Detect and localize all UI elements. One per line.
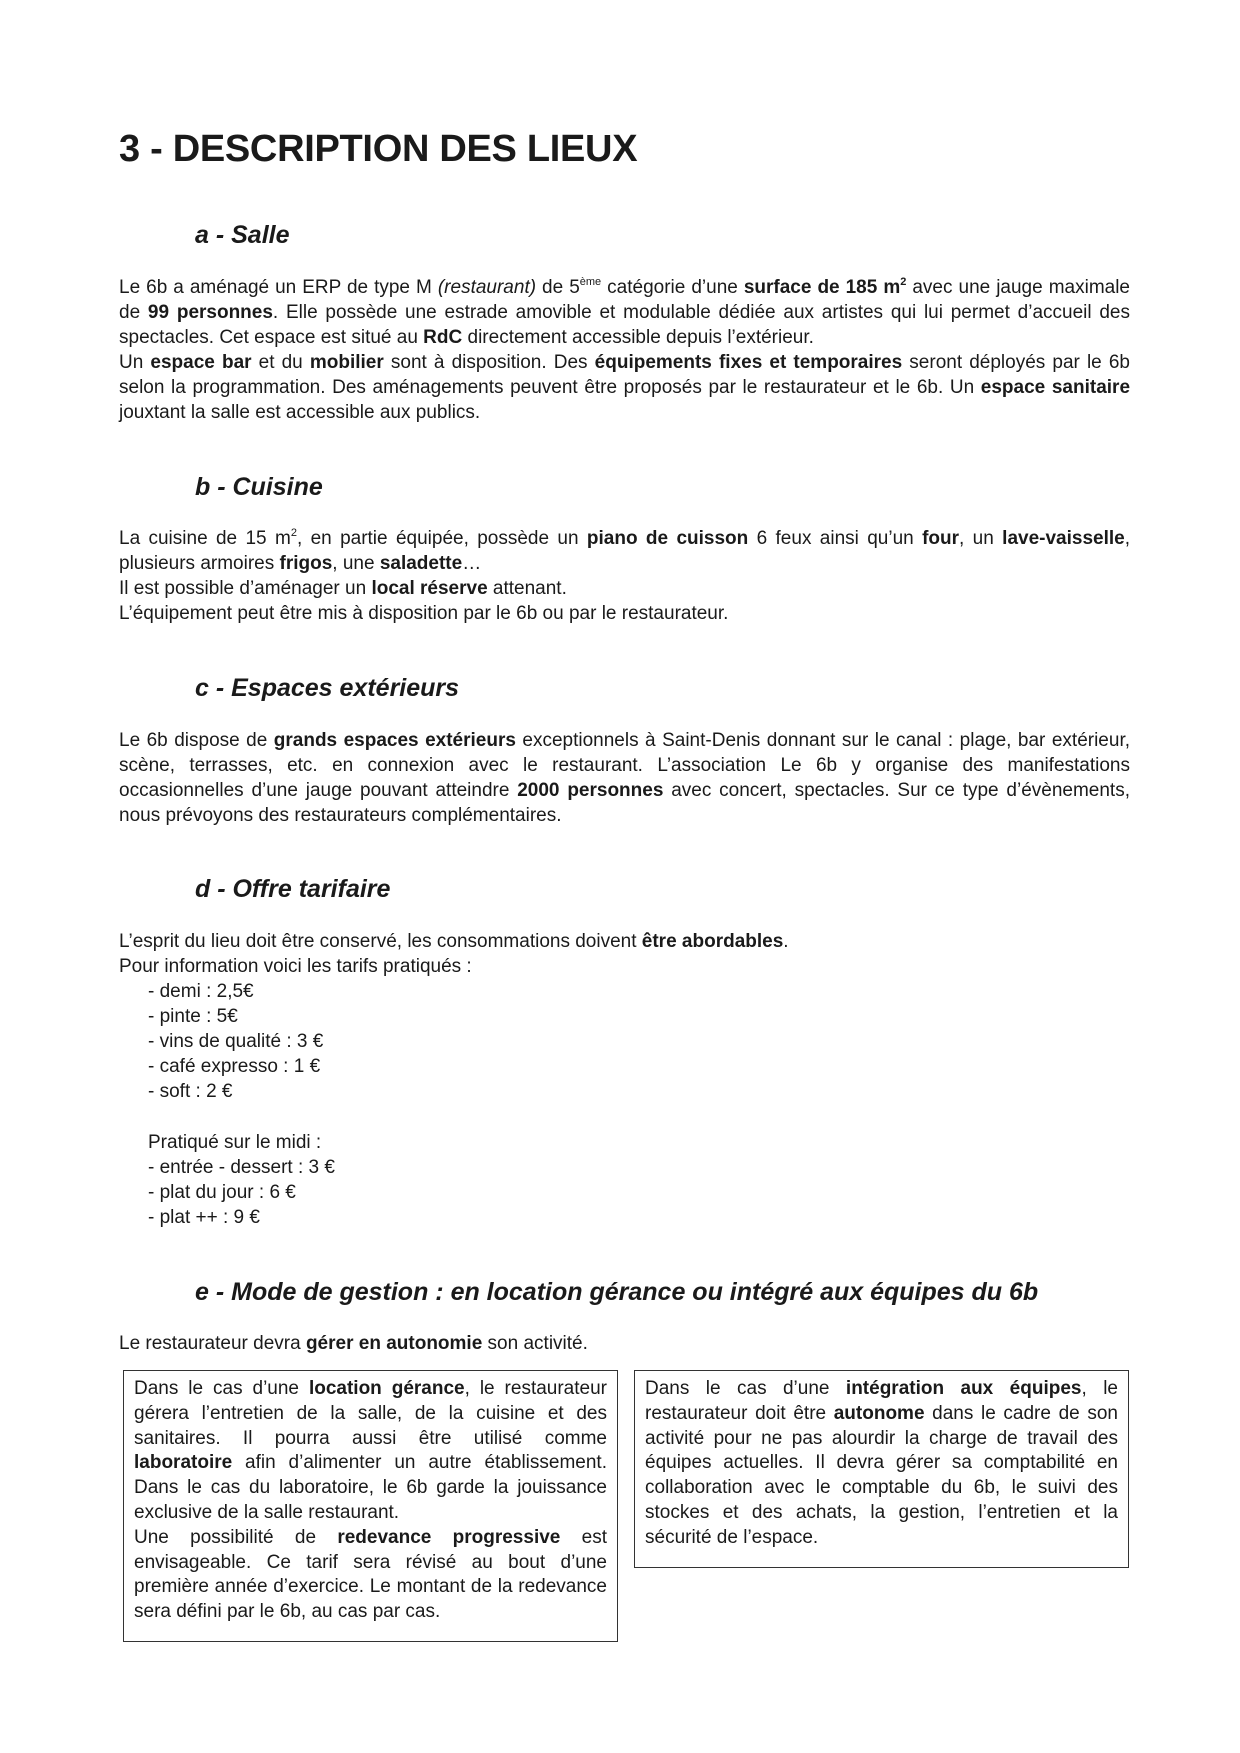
section-e-heading: e - Mode de gestion : en location gérance ou intégré aux équipes du 6b: [195, 1278, 1039, 1306]
page-title: 3 - DESCRIPTION DES LIEUX: [119, 128, 638, 170]
section-d-paragraph-1: L’esprit du lieu doit être conservé, les consommations doivent être abordables.: [119, 931, 789, 952]
section-e-paragraph-1: Le restaurateur devra gérer en autonomie son activité.: [119, 1333, 588, 1354]
section-e-text: [119, 1331, 1130, 1356]
section-b-text: [119, 526, 1130, 626]
section-d-paragraph-2: Pour information voici les tarifs pratiqués :: [119, 956, 472, 977]
midi-price-list: [148, 1130, 335, 1230]
price-item: - demi : 2,5€: [148, 981, 254, 1002]
section-b-paragraph-3: L’équipement peut être mis à disposition par le 6b ou par le restaurateur.: [119, 603, 729, 624]
midi-price-item: - plat du jour : 6 €: [148, 1182, 296, 1203]
midi-price-item: - plat ++ : 9 €: [148, 1207, 260, 1228]
price-item: - soft : 2 €: [148, 1081, 233, 1102]
integration-equipes-box: Dans le cas d’une intégration aux équipes, le restaurateur doit être autonome dans le cadre de son activité pour ne pas alourdir la charge de travail des équipes actuelles. Il devra gérer sa comptabilité en collaboration avec le comptable du 6b, le suivi des stockes et des achats, la gestion, l’entretien et la sécurité de l’espace.: [634, 1370, 1129, 1568]
price-list: [148, 979, 323, 1104]
price-item: - pinte : 5€: [148, 1006, 238, 1027]
section-a-paragraph-1: Le 6b a aménagé un ERP de type M (restaurant) de 5ème catégorie d’une surface de 185 $m^2$ avec une jauge maximale de 99 personnes. Elle possède une estrade amovible et modulable dédiée aux artistes qui lui permet d’accueil des spectacles. Cet espace est situé au RdC directement accessible depuis l’extérieur.: [119, 276, 1130, 348]
section-a-text: [119, 275, 1130, 425]
section-c-heading: c - Espaces extérieurs: [195, 674, 460, 702]
section-b-paragraph-1: La cuisine de 15 $m^2$, en partie équipée, possède un piano de cuisson 6 feux ainsi qu’un four, un lave-vaisselle, plusieurs armoires frigos, une saladette…: [119, 527, 1130, 574]
section-a-heading: a - Salle: [195, 221, 290, 249]
location-gerance-box: Dans le cas d’une location gérance, le restaurateur gérera l’entretien de la salle, de la cuisine et des sanitaires. Il pourra aussi être utilisé comme laboratoire afin d’alimenter un autre établissement. Dans le cas du laboratoire, le 6b garde la jouissance exclusive de la salle restaurant. Une possibilité de redevance progressive est envisageable. Ce tarif sera révisé au bout d’une première année d’exercice. Le montant de la redevance sera défini par le 6b, au cas par cas.: [123, 1370, 618, 1642]
price-item: - vins de qualité : 3 €: [148, 1031, 324, 1052]
section-b-paragraph-2: Il est possible d’aménager un local réserve attenant.: [119, 578, 567, 599]
midi-label: Pratiqué sur le midi :: [148, 1132, 322, 1153]
midi-price-item: - entrée - dessert : 3 €: [148, 1157, 335, 1178]
section-d-text: [119, 929, 1130, 979]
price-item: - café expresso : 1 €: [148, 1056, 321, 1077]
section-b-heading: b - Cuisine: [195, 473, 323, 501]
section-a-paragraph-2: Un espace bar et du mobilier sont à disposition. Des équipements fixes et temporaires seront déployés par le 6b selon la programmation. Des aménagements peuvent être proposés par le restaurateur et le 6b. Un espace sanitaire jouxtant la salle est accessible aux publics.: [119, 352, 1131, 423]
section-c-paragraph-1: Le 6b dispose de grands espaces extérieurs exceptionnels à Saint-Denis donnant sur le canal : plage, bar extérieur, scène, terrasses, etc. en connexion avec le restaurant. L’association Le 6b y organise des manifestations occasionnelles d’une jauge pouvant atteindre 2000 personnes avec concert, spectacles. Sur ce type d’évènements, nous prévoyons des restaurateurs complémentaires.: [119, 730, 1131, 826]
section-c-text: [119, 728, 1130, 828]
section-d-heading: d - Offre tarifaire: [195, 875, 391, 903]
